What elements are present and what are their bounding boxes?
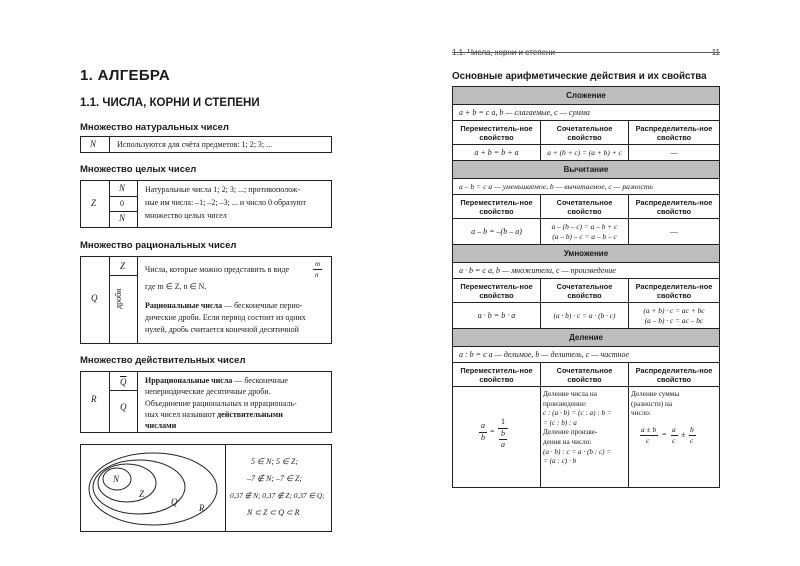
subtraction-props-row [453,219,719,245]
addition-definition: a + b = c a, b — слагаемые, c — сумма [453,105,719,121]
rational-part-fractions: дроби [114,288,123,309]
euler-line-3: 0,37 ∉ N; 0,37 ∉ Z; 0,37 ∈ Q; [230,491,325,500]
integers-text-3: множество целых чисел [145,211,227,220]
natural-box [80,136,332,153]
division-header-row [453,363,719,387]
subtraction-band: Вычитание [453,161,719,179]
multiplication-distributive: (a + b) · c = ac + bc (a – b) · c = ac – bc [643,305,705,325]
subtraction-commutative: a – b = –(b – a) [453,219,541,244]
division-distributive: Деление суммы (разности) на число: a ± b c = a c ± b c [629,387,719,487]
fraction-denominator: n [315,271,319,279]
header-commutative: Переместитель-ное свойство [453,279,541,302]
integers-heading: Множество целых чисел [80,164,197,175]
addition-props-row [453,145,719,161]
rational-text-5: нулей, дробь считается конечной десятичной [145,325,299,334]
real-part-q: Q [120,402,127,412]
real-text-1: Иррациональные числа — бесконечные [145,376,288,385]
subtraction-definition: a – b = c a — уменьшаемое, b — вычитаемое, c — разность [453,179,719,195]
division-commutative: a b = 1 b a [453,387,541,487]
addition-associative: a + (b + c) = (a + b) + c [541,145,629,160]
header-associative: Сочетательное свойство [541,363,629,386]
rational-box [80,256,332,344]
header-distributive: Распределитель-ное свойство [635,365,713,384]
rational-text-1: Числа, которые можно представить в виде [145,265,290,274]
real-box [80,371,332,433]
addition-commutative: a + b = b + a [453,145,541,160]
chapter-title: 1. АЛГЕБРА [80,67,171,84]
operations-title: Основные арифметические действия и их свойства [452,71,707,82]
integers-part-zero: 0 [120,199,124,208]
header-commutative: Переместитель-ное свойство [453,195,541,218]
integers-symbol: Z [91,198,97,208]
right-page [452,22,720,552]
real-symbol: R [91,394,97,404]
integers-part-neg-n: N [119,213,126,223]
integers-text-1: Натуральные числа 1; 2; 3; ...; противополож- [145,185,301,194]
natural-text: Используются для счёта предметов: 1; 2; 3; ... [117,140,273,149]
euler-line-4: N ⊂ Z ⊂ Q ⊂ R [247,508,300,517]
natural-symbol: N [90,139,97,149]
header-associative: Сочетательное свойство [541,279,629,302]
header-rule [452,52,720,53]
real-text-4: ных чисел называют действительными [145,410,283,419]
subtraction-associative: a – (b – c) = a – b + c (a – b) – c = a – b – c [541,219,629,244]
euler-label-q: Q [171,497,178,507]
subtraction-distributive: — [670,226,678,236]
header-associative: Сочетательное свойство [541,195,629,218]
rational-symbol: Q [91,293,98,303]
real-bold-3: числами [145,421,177,430]
operations-table [452,86,720,488]
header-associative: Сочетательное свойство [541,121,629,144]
page-number: 11 [711,48,720,57]
addition-distributive: — [670,147,678,157]
euler-box [80,444,332,532]
header-distributive: Распределитель-ное свойство [635,281,713,300]
header-distributive: Распределитель-ное свойство [635,123,713,142]
addition-header-row [453,121,719,145]
rational-part-z: Z [120,261,126,271]
real-text-3: Объединение рациональных и иррациональ- [145,399,297,408]
division-associative: Деление числа на произведение: c : (a · b) = (c : a) : b = = (c : b) : a Деление произве- дения на число: (a · b) : c = a · (b : c) = = (a : c) · b [541,387,629,487]
header-commutative: Переместитель-ное свойство [453,121,541,144]
real-part-irrational: $\overline{Q}$ [120,377,127,387]
division-props-row [453,387,719,487]
real-bold-2: действительными [217,410,283,419]
rational-text-3: Рациональные числа — бесконечные перио- [145,301,303,310]
division-definition: a : b = c a — делимое, b — делитель, c — частное [453,347,719,363]
rational-bold: Рациональные числа [145,301,223,310]
euler-label-z: Z [139,489,145,499]
real-bold-1: Иррациональные числа [145,376,233,385]
rational-heading: Множество рациональных чисел [80,240,237,251]
real-text-2: непериодические десятичные дроби. [145,387,271,396]
section-title: 1.1. ЧИСЛА, КОРНИ И СТЕПЕНИ [80,97,260,109]
header-commutative: Переместитель-ное свойство [453,363,541,386]
euler-line-2: –7 ∉ N; –7 ∈ Z; [247,474,303,483]
integers-part-n: N [119,183,126,193]
natural-heading: Множество натуральных чисел [80,122,229,133]
addition-band: Сложение [453,87,719,105]
rational-text-2: где m ∈ Z, n ∈ N. [145,282,207,291]
subtraction-header-row [453,195,719,219]
euler-diagram [85,449,221,529]
multiplication-header-row [453,279,719,303]
euler-label-n: N [113,474,120,484]
running-head: 1.1. Числа, корни и степени [452,48,555,57]
multiplication-definition: a · b = c a, b — множители, c — произведение [453,263,719,279]
euler-line-1: 5 ∈ N; 5 ∈ Z; [251,457,299,466]
multiplication-props-row [453,303,719,329]
integers-text-2: ные им числа: –1; –2; –3; ... и число 0 образуют [145,198,306,207]
header-distributive: Распределитель-ное свойство [635,197,713,216]
fraction-numerator: m [315,260,321,268]
euler-label-r: R [199,503,205,513]
multiplication-band: Умножение [453,245,719,263]
multiplication-commutative: a · b = b · a [453,303,541,328]
division-band: Деление [453,329,719,347]
rational-text-4: дические дроби. Если период состоит из одних [145,313,306,322]
real-heading: Множество действительных чисел [80,355,246,366]
left-page [50,22,370,552]
integers-box [80,180,332,228]
multiplication-associative: (a · b) · c = a · (b · c) [541,303,629,328]
